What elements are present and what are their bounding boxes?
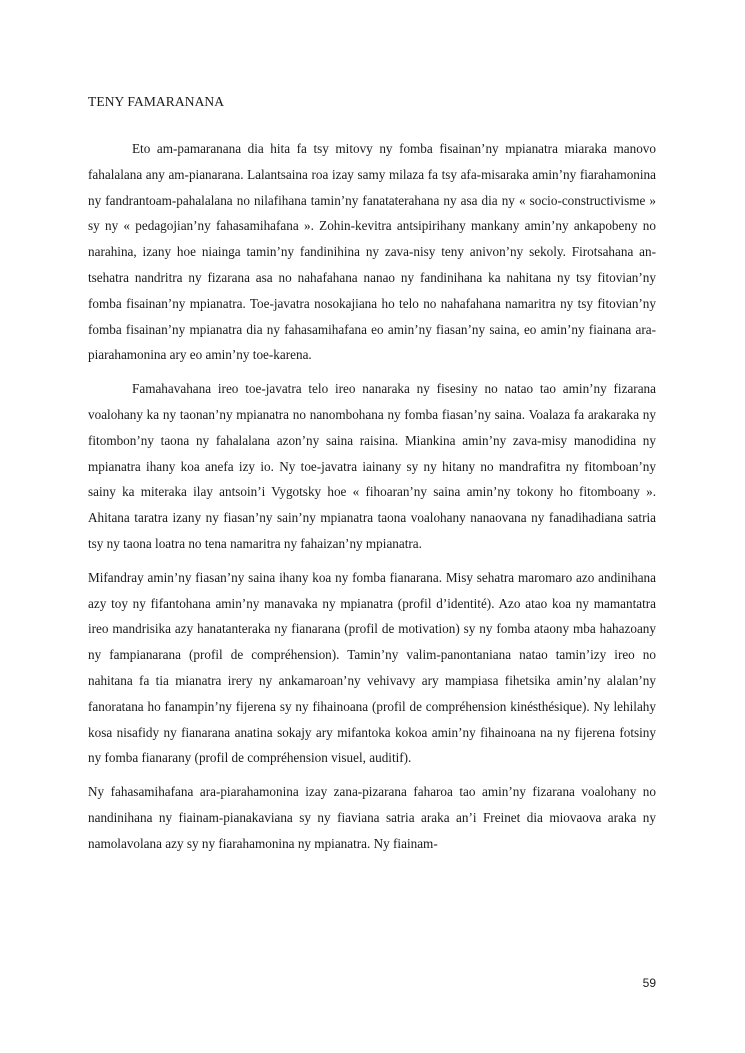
- section-heading: TENY FAMARANANA: [88, 94, 225, 109]
- document-page: [88, 94, 656, 865]
- paragraph: Eto am-pamaranana dia hita fa tsy mitovy ny fomba fisainan’ny mpianatra miaraka manovo fahalalana any am-pianarana. Lalantsaina roa izay samy milaza fa tsy afa-misaraka amin’ny fiarahamonina ny fandrantoam-pahalalana no nilafihana tamin’ny fanataterahana ny asa dia ny « socio-constructivisme » sy ny « pedagojian’ny fahasamihafana ». Zohin-kevitra antsipirihany mankany amin’ny ankapobeny no narahina, izany hoe niainga tamin’ny fandinihina ny zava-nisy teny anivon’ny sekoly. Firotsahana an-tsehatra nandritra ny fizarana asa no nahafahana nanao ny fandinihana ka nahitana ny tsy fitovian’ny fomba fisainan’ny mpianatra. Toe-javatra nosokajiana ho telo no nahafahana namaritra ny tsy fitovian’ny fomba fisainan’ny mpianatra dia ny fahasamihafana eo amin’ny fiasan’ny saina, eo amin’ny fiainana ara-piarahamonina ary eo amin’ny toe-karena.: [88, 141, 656, 363]
- page-number: 59: [642, 976, 656, 990]
- paragraph: Famahavahana ireo toe-javatra telo ireo nanaraka ny fisesiny no natao tao amin’ny fizarana voalohany ka ny taonan’ny mpianatra no nanombohana ny fomba fiasan’ny saina. Voalaza fa arakaraka ny fitombon’ny taona ny fahalalana azon’ny saina raisina. Miankina amin’ny zava-misy manodidina ny mpianatra ihany koa anefa izy io. Ny toe-javatra iainany sy ny hitany no mandrafitra ny fitomboan’ny sainy ka miteraka ilay antsoin’i Vygotsky hoe « fihoaran’ny saina amin’ny tokony ho fitomboany ». Ahitana taratra izany ny fiasan’ny sain’ny mpianatra taona voalohany nanaovana ny fanadihadiana satria tsy ny taona loatra no tena namaritra ny fahaizan’ny mpianatra.: [88, 381, 656, 551]
- paragraph: Ny fahasamihafana ara-piarahamonina izay zana-pizarana faharoa tao amin’ny fizarana voalohany no nandinihana ny fiainam-pianakaviana sy ny fiaviana satria araka an’i Freinet dia miovaova araka ny namolavolana azy sy ny fiarahamonina ny mpianatra. Ny fiainam-: [88, 784, 656, 851]
- paragraph: Mifandray amin’ny fiasan’ny saina ihany koa ny fomba fianarana. Misy sehatra maromaro azo andinihana azy toy ny fifantohana amin’ny manavaka ny mpianatra (profil d’identité). Azo atao koa ny mamantatra ireo mandrisika azy hanatanteraka ny fianarana (profil de motivation) sy ny fomba ataony mba hahazoany ny fampianarana (profil de compréhension). Tamin’ny valim-panontaniana natao tamin’izy ireo no nahitana fa tia mianatra irery ny ankamaroan’ny vehivavy ary mampiasa fihetsika amin’ny alalan’ny fanoratana ho fanampin’ny fijerena sy ny fihainoana (profil de compréhension kinésthésique). Ny lehilahy kosa nisafidy ny fianarana anatina sokajy ary mifantoka kokoa amin’ny fihainoana na ny fijerena fotsiny ny fomba fianarany (profil de compréhension visuel, auditif).: [88, 569, 656, 766]
